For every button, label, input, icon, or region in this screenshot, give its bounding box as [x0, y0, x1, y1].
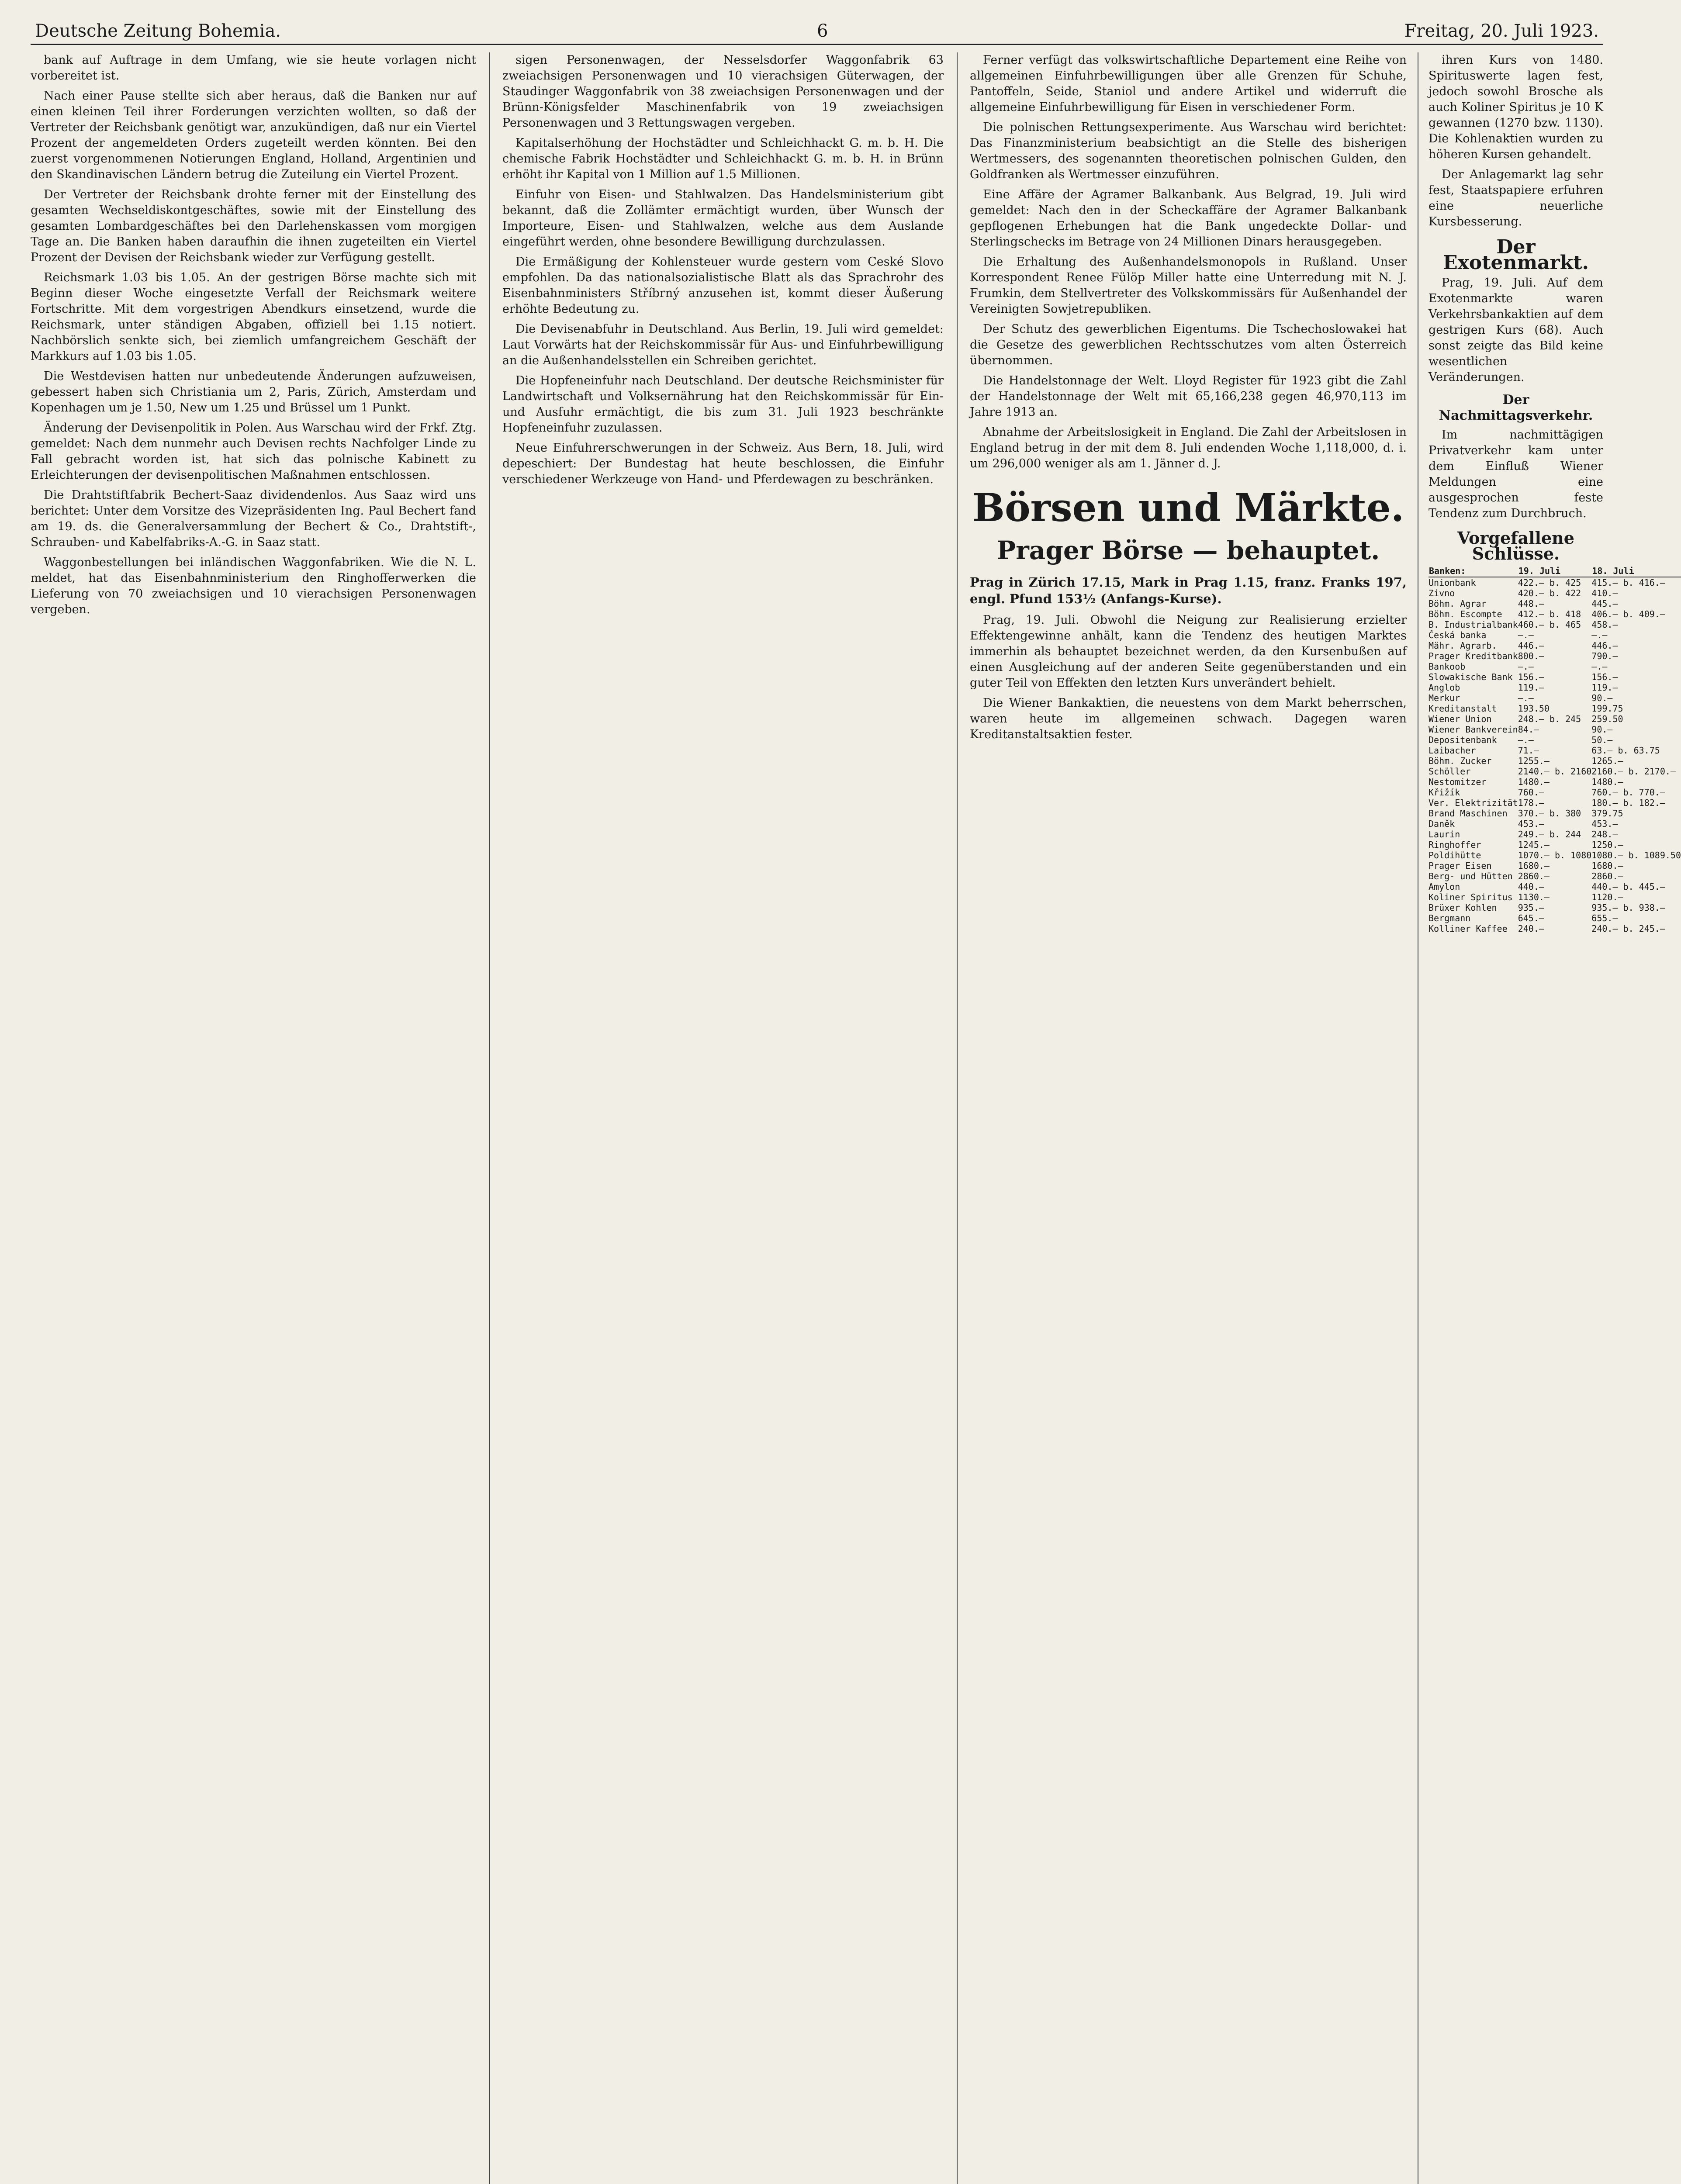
quote-name: Ver. Elektrizität [1429, 798, 1518, 808]
quote-row [1429, 651, 1681, 661]
quote-row [1429, 577, 1681, 588]
column-4 [1429, 52, 1681, 2184]
article-paragraph: Die Westdevisen hatten nur unbedeutende Änderungen aufzuweisen, gebessert haben sich Christiania um 2, Paris, Zürich, Amsterdam und Kopenhagen um je 1.50, New um 1.25 und Brüssel um 1 Punkt. [31, 370, 476, 415]
quote-row [1429, 640, 1681, 651]
quote-row [1429, 923, 1681, 934]
quote-name: Amylon [1429, 881, 1460, 892]
quote-name: Prager Kreditbank [1429, 651, 1518, 661]
quote-name: Prager Eisen [1429, 860, 1492, 871]
quote-row [1429, 777, 1681, 787]
article-paragraph: Die Hopfeneinfuhr nach Deutschland. Der deutsche Reichsminister für Landwirtschaft und Volksernährung hat den Reichskommissär für Ein- und Ausfuhr ermächtigt, die bis zum 31. Juli 1923 beschränkte Hopfeneinfuhr zuzulassen. [502, 374, 944, 435]
quote-value: 448.— [1518, 598, 1544, 609]
quote-row [1429, 871, 1681, 881]
quote-value: —.— [1591, 661, 1608, 672]
quote-value: 760.— b. 770.— [1591, 787, 1665, 798]
quote-name: Merkur [1429, 693, 1460, 703]
quote-value: 248.— b. 245 [1518, 714, 1581, 724]
quote-name: Mähr. Agrarb. [1429, 640, 1497, 651]
quote-value: 2860.— [1518, 871, 1550, 881]
quote-value: 760.— [1518, 787, 1544, 798]
masthead: Deutsche Zeitung Bohemia. [35, 21, 281, 41]
quote-name: Koliner Spiritus [1429, 892, 1513, 902]
quote-value: 440.— b. 445.— [1591, 881, 1665, 892]
quote-value: 199.75 [1591, 703, 1623, 714]
quote-value: —.— [1518, 693, 1534, 703]
quote-name: Bergmann [1429, 913, 1471, 923]
quotes-body [1429, 577, 1681, 934]
quote-value: 379.75 [1591, 808, 1623, 819]
quote-row [1429, 766, 1681, 777]
quote-value: 1480.— [1518, 777, 1550, 787]
quote-value: 156.— [1518, 672, 1544, 682]
page-number: 6 [817, 21, 828, 41]
quote-value: 90.— [1591, 693, 1613, 703]
quote-row [1429, 798, 1681, 808]
quote-value: 645.— [1518, 913, 1544, 923]
quote-value: 1120.— [1591, 892, 1623, 902]
quote-row [1429, 630, 1681, 640]
article-paragraph: sigen Personenwagen, der Nesselsdorfer Waggonfabrik 63 zweiachsigen Personenwagen und 10 vierachsigen Güterwagen, der Staudinger Waggonfabrik von 38 zweiachsigen Personenwagen und der Brünn-Königsfelder Maschinenfabrik von 19 zweiachsigen Personenwagen und 3 Rettungswagen vergeben. [502, 53, 944, 130]
quote-row [1429, 756, 1681, 766]
quote-value: 240.— [1518, 923, 1544, 934]
quote-value: 1680.— [1591, 860, 1623, 871]
page-header [31, 17, 1603, 45]
quote-row [1429, 703, 1681, 714]
quote-row [1429, 745, 1681, 756]
exoten-heading: Der Exotenmarkt. [1443, 236, 1589, 274]
article-paragraph: Abnahme der Arbeitslosigkeit in England. Die Zahl der Arbeitslosen in England betrug in der mit dem 8. Juli endenden Woche 1,118,000, d. i. um 296,000 weniger als am 1. Jänner d. J. [970, 425, 1407, 470]
quote-row [1429, 840, 1681, 850]
quote-value: 1070.— b. 1080 [1518, 850, 1592, 860]
column-header: Banken: [1429, 565, 1518, 577]
article-paragraph: Kapitalserhöhung der Hochstädter und Schleichhackt G. m. b. H. Die chemische Fabrik Hochstädter und Schleichhackt G. m. b. H. in Brünn erhöht ihr Kapital von 1 Million auf 1.5 Millionen. [502, 136, 944, 181]
quote-name: Berg- und Hütten [1429, 871, 1513, 881]
quote-value: —.— [1518, 630, 1534, 640]
quote-name: Brüxer Kohlen [1429, 902, 1497, 913]
article-paragraph: Die Ermäßigung der Kohlensteuer wurde gestern vom Ceské Slovo empfohlen. Da das nationalsozialistische Blatt als das Sprachrohr des Eisenbahnministers Stříbrný anzusehen ist, kommt dieser Äußerung erhöhte Bedeutung zu. [502, 255, 944, 316]
quote-row [1429, 881, 1681, 892]
quote-value: 2140.— b. 2160 [1518, 766, 1592, 777]
schluesse-heading: Vorgefallene Schlüsse. [1457, 528, 1574, 563]
article-paragraph: Prag, 19. Juli. Obwohl die Neigung zur Realisierung erzielter Effektengewinne anhält, kann die Tendenz des heutigen Marktes immerhin als behauptet bezeichnet werden, da den Kursenbußen auf einen Ausgleichung auf der anderen Seite gegenüberstanden und ein guter Teil von Effekten den letzten Kurs unverändert behielt. [970, 613, 1407, 690]
quote-name: B. Industrialbank [1429, 619, 1518, 630]
quote-name: Ringhoffer [1429, 840, 1481, 850]
quote-name: Böhm. Zucker [1429, 756, 1492, 766]
quote-row [1429, 693, 1681, 703]
quote-value: 790.— [1591, 651, 1618, 661]
article-paragraph: Nach einer Pause stellte sich aber heraus, daß die Banken nur auf einen kleinen Teil ihrer Forderungen verzichten wollten, so daß der Vertreter der Reichsbank genötigt war, anzukündigen, daß nur ein Viertel Prozent der angemeldeten Orders zugeteilt werden könnten. Bei den zuerst vorgenommenen Notierungen England, Holland, Argentinien und den Skandinavischen Ländern betrug die Zuteilung ein Viertel Prozent. [31, 89, 476, 181]
markets-subheading: Prager Börse — behauptet. [996, 536, 1380, 565]
article-paragraph: Neue Einfuhrerschwerungen in der Schweiz. Aus Bern, 18. Juli, wird depeschiert: Der Bundestag hat heute beschlossen, die Einfuhr verschiedener Werkzeuge von Hand- und Pferdewagen zu beschränken. [502, 441, 944, 486]
article-paragraph: Ferner verfügt das volkswirtschaftliche Departement eine Reihe von allgemeinen Einfuhrbewilligungen über alle Grenzen für Schuhe, Pantoffeln, Seide, Staniol und andere Artikel und widerruft die allgemeine Einfuhrbewilligung für Eisen in verschiedener Form. [970, 53, 1407, 114]
quote-value: 178.— [1518, 798, 1544, 808]
quote-value: —.— [1518, 735, 1534, 745]
quote-row [1429, 850, 1681, 860]
quote-value: 655.— [1591, 913, 1618, 923]
quote-name: Böhm. Escompte [1429, 609, 1502, 619]
quote-name: Laurin [1429, 829, 1460, 840]
quote-name: Česká banka [1429, 630, 1487, 640]
quote-name: Brand Maschinen [1429, 808, 1508, 819]
article-paragraph: Die Wiener Bankaktien, die neuestens von dem Markt beherrschen, waren heute im allgemeinen schwach. Dagegen waren Kreditanstaltsaktien fester. [970, 696, 1407, 741]
column-header: 19. Juli [1518, 565, 1592, 577]
article-paragraph: Die Drahtstiftfabrik Bechert-Saaz dividendenlos. Aus Saaz wird uns berichtet: Unter dem Vorsitze des Vizepräsidenten Ing. Paul Bechert fand am 19. ds. die Generalversammlung der Bechert & Co., Drahtstift-, Schrauben- und Kabelfabriks-A.-G. in Saaz statt. [31, 488, 476, 549]
column-rule [489, 52, 490, 2184]
article-paragraph: Der Vertreter der Reichsbank drohte ferner mit der Einstellung des gesamten Wechseldiskontgeschäftes, sowie mit der Einstellung des gesamten Lombardgeschäftes bei den Darlehenskassen vom morgigen Tage an. Die Banken haben daraufhin die ihnen zugeteilten ein Viertel Prozent der Devisen der Reichsbank wieder zur Verfügung gestellt. [31, 188, 476, 264]
quote-name: Laibacher [1429, 745, 1476, 756]
article-paragraph: ihren Kurs von 1480. Spirituswerte lagen fest, jedoch sowohl Brosche als auch Koliner Spiritus je 10 K gewannen (1270 bzw. 1130). Die Kohlenaktien wurden zu höheren Kursen gehandelt. [1429, 53, 1603, 161]
quote-row [1429, 588, 1681, 598]
quote-row [1429, 598, 1681, 609]
quote-value: 458.— [1591, 619, 1618, 630]
quote-row [1429, 724, 1681, 735]
quote-value: 180.— b. 182.— [1591, 798, 1665, 808]
quote-value: 1250.— [1591, 840, 1623, 850]
quote-name: Wiener Bankverein [1429, 724, 1518, 735]
quote-row [1429, 787, 1681, 798]
article-paragraph: Änderung der Devisenpolitik in Polen. Aus Warschau wird der Frkf. Ztg. gemeldet: Nach dem nunmehr auch Devisen rechts Nachfolger Linde zu Fall gebracht worden ist, hat sich das polnische Kabinett zu Erleichterungen der devisenpolitischen Maßnahmen entschlossen. [31, 421, 476, 482]
quote-value: 412.— b. 418 [1518, 609, 1581, 619]
article-paragraph: Einfuhr von Eisen- und Stahlwalzen. Das Handelsministerium gibt bekannt, daß die Zollämter ermächtigt wurden, über Wunsch der Importeure, Eisen- und Stahlwalzen, welche aus dem Auslande eingeführt werden, ohne besondere Bewilligung durchzulassen. [502, 188, 944, 249]
quote-name: Slowakische Bank [1429, 672, 1513, 682]
quote-value: 1130.— [1518, 892, 1550, 902]
quote-value: 2160.— b. 2170.— [1591, 766, 1676, 777]
article-paragraph: Die Erhaltung des Außenhandelsmonopols in Rußland. Unser Korrespondent Renee Fülöp Miller hatte eine Unterredung mit N. J. Frumkin, dem Stellvertreter des Volkskommissärs für Außenhandel der Vereinigten Sowjetrepubliken. [970, 255, 1407, 316]
article-paragraph: Die Handelstonnage der Welt. Lloyd Register für 1923 gibt die Zahl der Handelstonnage der Welt mit 65,166,238 gegen 46,970,113 im Jahre 1913 an. [970, 374, 1407, 419]
quote-value: 193.50 [1518, 703, 1550, 714]
quote-value: 1255.— [1518, 756, 1550, 766]
quote-value: 460.— b. 465 [1518, 619, 1581, 630]
article-paragraph: Die polnischen Rettungsexperimente. Aus Warschau wird berichtet: Das Finanzministerium beabsichtigt an die Stelle des bisherigen Wertmessers, des sogenannten theoretischen polnischen Gulden, den Goldfranken als Wertmesser einzuführen. [970, 121, 1407, 181]
quote-value: 935.— [1518, 902, 1544, 913]
quote-value: 453.— [1591, 819, 1618, 829]
quote-name: Bankoob [1429, 661, 1466, 672]
quote-row [1429, 609, 1681, 619]
quote-row [1429, 735, 1681, 745]
quote-value: —.— [1518, 661, 1534, 672]
quote-value: 63.— b. 63.75 [1591, 745, 1660, 756]
quote-value: 445.— [1591, 598, 1618, 609]
quote-value: 90.— [1591, 724, 1613, 735]
quote-row [1429, 808, 1681, 819]
quote-name: Wiener Union [1429, 714, 1492, 724]
quote-value: 1080.— b. 1089.50 [1591, 850, 1681, 860]
column-rule [957, 52, 958, 2184]
quote-value: 71.— [1518, 745, 1539, 756]
quote-name: Daněk [1429, 819, 1455, 829]
article-paragraph: Die Devisenabfuhr in Deutschland. Aus Berlin, 19. Juli wird gemeldet: Laut Vorwärts hat der Reichskommissär für Aus- und Einfuhrbewilligung an die Außenhandelsstellen ein Schreiben gerichtet. [502, 322, 944, 367]
quote-name: Křižík [1429, 787, 1460, 798]
quote-row [1429, 860, 1681, 871]
quote-row [1429, 714, 1681, 724]
quote-value: 119.— [1518, 682, 1544, 693]
quote-value: 370.— b. 380 [1518, 808, 1581, 819]
column-3 [970, 52, 1407, 2184]
quotes-header-row [1429, 565, 1681, 577]
quote-value: 1680.— [1518, 860, 1550, 871]
quote-value: 453.— [1518, 819, 1544, 829]
quote-value: 50.— [1591, 735, 1613, 745]
markets-heading: Börsen und Märkte. [972, 485, 1404, 530]
quote-row [1429, 682, 1681, 693]
quote-name: Kreditanstalt [1429, 703, 1497, 714]
quote-value: 119.— [1591, 682, 1618, 693]
column-header: 18. Juli [1591, 565, 1681, 577]
quote-value: 446.— [1591, 640, 1618, 651]
article-paragraph: Der Anlagemarkt lag sehr fest, Staatspapiere erfuhren eine neuerliche Kursbesserung. [1429, 168, 1603, 228]
quote-name: Böhm. Agrar [1429, 598, 1487, 609]
article-paragraph: Waggonbestellungen bei inländischen Waggonfabriken. Wie die N. L. meldet, hat das Eisenbahnministerium den Ringhofferwerken die Lieferung von 70 zweiachsigen und 10 vierachsigen Personenwagen vergeben. [31, 556, 476, 616]
article-paragraph: Im nachmittägigen Privatverkehr kam unter dem Einfluß Wiener Meldungen eine ausgesprochen feste Tendenz zum Durchbruch. [1429, 428, 1603, 520]
quotes-table [1429, 565, 1681, 934]
quote-name: Poldihütte [1429, 850, 1481, 860]
newspaper-page [31, 17, 1681, 2184]
quote-value: 440.— [1518, 881, 1544, 892]
quote-name: Anglob [1429, 682, 1460, 693]
quote-name: Depositenbank [1429, 735, 1497, 745]
quote-name: Schöller [1429, 766, 1471, 777]
quote-value: 420.— b. 422 [1518, 588, 1581, 598]
quote-value: 249.— b. 244 [1518, 829, 1581, 840]
quote-value: 935.— b. 938.— [1591, 902, 1665, 913]
quote-value: 1480.— [1591, 777, 1623, 787]
quote-value: 1245.— [1518, 840, 1550, 850]
quote-row [1429, 829, 1681, 840]
quote-row [1429, 913, 1681, 923]
quote-value: 240.— b. 245.— [1591, 923, 1665, 934]
quote-value: 415.— b. 416.— [1591, 577, 1665, 588]
quote-value: 446.— [1518, 640, 1544, 651]
quote-row [1429, 892, 1681, 902]
quote-value: 1265.— [1591, 756, 1623, 766]
quote-value: —.— [1591, 630, 1608, 640]
quote-row [1429, 902, 1681, 913]
article-paragraph: Der Schutz des gewerblichen Eigentums. Die Tschechoslowakei hat die Gesetze des gewerblichen Rechtsschutzes vom alten Österreich übernommen. [970, 322, 1407, 367]
article-paragraph: Reichsmark 1.03 bis 1.05. An der gestrigen Börse machte sich mit Beginn dieser Woche eingesetzte Verfall der Reichsmark weitere Fortschritte. Mit dem vorgestrigen Abendkurs einsetzend, wurde die Reichsmark, unter ständigen Abgaben, offiziell bei 1.15 notiert. Nachbörslich senkte sich, bei ziemlich umfangreichem Geschäft der Markkurs auf 1.03 bis 1.05. [31, 271, 476, 363]
date-line: Freitag, 20. Juli 1923. [1404, 21, 1599, 41]
quote-row [1429, 661, 1681, 672]
quote-row [1429, 619, 1681, 630]
column-2 [502, 52, 944, 2184]
column-1 [31, 52, 476, 2184]
quote-value: 84.— [1518, 724, 1539, 735]
nachmittag-heading: Der Nachmittagsverkehr. [1439, 392, 1593, 423]
quote-value: 800.— [1518, 651, 1544, 661]
markets-lead: Prag in Zürich 17.15, Mark in Prag 1.15, franz. Franks 197, engl. Pfund 153½ (Anfangs-Kurse). [970, 575, 1407, 606]
quote-name: Nestomitzer [1429, 777, 1487, 787]
quote-value: 259.50 [1591, 714, 1623, 724]
article-paragraph: Prag, 19. Juli. Auf dem Exotenmarkte waren Verkehrsbankaktien auf dem gestrigen Kurs (68). Auch sonst zeigte das Bild keine wesentlichen Veränderungen. [1429, 276, 1603, 384]
article-paragraph: Eine Affäre der Agramer Balkanbank. Aus Belgrad, 19. Juli wird gemeldet: Nach den in der Scheckaffäre der Agramer Balkanbank gepflogenen Erhebungen hat die Bank ungedeckte Dollar- und Sterlingschecks im Betrage von 24 Millionen Dinars herausgegeben. [970, 188, 1407, 249]
quote-row [1429, 672, 1681, 682]
quote-value: 156.— [1591, 672, 1618, 682]
quote-value: 422.— b. 425 [1518, 577, 1581, 588]
article-paragraph: bank auf Auftrage in dem Umfang, wie sie heute vorlagen nicht vorbereitet ist. [31, 53, 476, 83]
quote-name: Zivno [1429, 588, 1455, 598]
quote-name: Kolliner Kaffee [1429, 923, 1508, 934]
quote-name: Unionbank [1429, 577, 1476, 588]
quote-value: 406.— b. 409.— [1591, 609, 1665, 619]
quote-value: 410.— [1591, 588, 1618, 598]
quote-row [1429, 819, 1681, 829]
quote-value: 2860.— [1591, 871, 1623, 881]
quote-value: 248.— [1591, 829, 1618, 840]
